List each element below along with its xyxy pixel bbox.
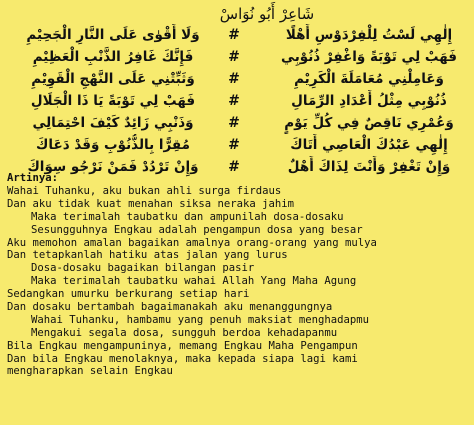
verse-row	[10, 46, 464, 68]
verse-row	[10, 134, 464, 156]
translation-block	[7, 172, 469, 378]
translation-line: Sedangkan umurku berkurang setiap hari	[7, 288, 250, 301]
verse-first-hemistich: ذُنُوْبِي مِثْلُ أَعْدَادِ الرِّمَالِ	[291, 93, 447, 109]
translation-line: Aku memohon amalan bagaikan amalnya orang-orang yang mulya	[7, 236, 377, 249]
verse-second-hemistich: مُقِرًّا بِالذُّنُوْبِ وَقَدْ دَعَاكَ	[36, 137, 190, 153]
verse-row	[10, 90, 464, 112]
verse-second-hemistich: فَهَبْ لِي تَوْبَةً يَا ذَا الْجَلَالِ	[30, 93, 196, 109]
verse-first-hemistich: وَعُمْرِي نَاقِصٌ فِي كُلِّ يَوْمٍ	[284, 115, 454, 131]
verse-separator: #	[228, 137, 240, 153]
verse-row	[10, 112, 464, 134]
poem-title: شَاعِرْ أَبُو نُوَاسْ	[219, 5, 315, 23]
verse-second-hemistich: وَلَا أَقْوٰى عَلَى النَّارِ الْجَحِيْمِ	[26, 27, 200, 43]
verse-separator: #	[228, 159, 240, 175]
translation-lines	[7, 185, 469, 378]
translation-line: Maka terimalah taubatku dan ampunilah dosa-dosaku	[31, 210, 344, 223]
verse-separator: #	[228, 115, 240, 131]
verse-second-hemistich: فَإِنَّكَ غَافِرُ الذَّنْبِ الْعَظِيْمِ	[32, 49, 194, 65]
translation-line: Bila Engkau mengampuninya, memang Engkau Maha Pengampun	[7, 339, 358, 352]
translation-line: Mengakui segala dosa, sungguh berdoa kehadapanmu	[31, 326, 338, 339]
translation-label: Artinya:	[7, 172, 59, 184]
verse-separator: #	[228, 49, 240, 65]
translation-line: Dan bila Engkau menolaknya, maka kepada siapa lagi kami	[7, 352, 358, 365]
translation-line: Maka terimalah taubatku wahai Allah Yang Maha Agung	[31, 275, 357, 288]
verse-row	[10, 24, 464, 46]
verse-list	[10, 24, 464, 178]
verse-first-hemistich: وَإِنْ تَغْفِرْ وَأَنْتَ لِذَاكَ أَهْلٌ	[287, 159, 451, 175]
translation-line: Dan dosaku bertambah bagaimanakah aku menanggungnya	[7, 301, 333, 314]
translation-line: Wahai Tuhanku, aku bukan ahli surga firdaus	[7, 185, 282, 197]
verse-separator: #	[228, 27, 240, 43]
verse-second-hemistich: وَذَنْبِي زَائِدٌ كَيْفَ احْتِمَالِي	[32, 115, 194, 131]
translation-line: Sesungguhnya Engkau adalah pengampun dosa yang besar	[31, 223, 363, 236]
verse-separator: #	[228, 93, 240, 109]
verse-second-hemistich: وَثَبِّتْنِي عَلَى النَّهْجِ الْقَوِيْمِ	[31, 71, 195, 87]
verse-separator: #	[228, 71, 240, 87]
verse-first-hemistich: فَهَبْ لِي تَوْبَةً وَاغْفِرْ ذُنُوْبِي	[281, 49, 457, 65]
arabic-poem	[10, 4, 464, 178]
translation-line: Wahai Tuhanku, hambamu yang penuh maksiat menghadapmu	[31, 313, 370, 326]
verse-row	[10, 68, 464, 90]
translation-line: mengharapkan selain Engkau	[7, 365, 173, 378]
verse-first-hemistich: وَعَامِلْنِي مُعَامَلَةَ الْكَرِيْمِ	[294, 71, 444, 87]
verse-second-hemistich: وَإِنْ تَرْدُدْ فَمَنْ نَرْجُو سِوَاكَ	[27, 159, 199, 175]
translation-line: Dan tetapkanlah hatiku atas jalan yang lurus	[7, 249, 288, 262]
verse-first-hemistich: إِلٰهِي لَسْتُ لِلْفِرْدَوْسِ أَهْلًا	[285, 27, 453, 43]
translation-line: Dan aku tidak kuat menahan siksa neraka jahim	[7, 197, 295, 210]
translation-line: Dosa-dosaku bagaikan bilangan pasir	[31, 262, 255, 275]
verse-first-hemistich: إِلٰهِي عَبْدُكَ الْعَاصِي أَتَاكَ	[290, 137, 448, 153]
